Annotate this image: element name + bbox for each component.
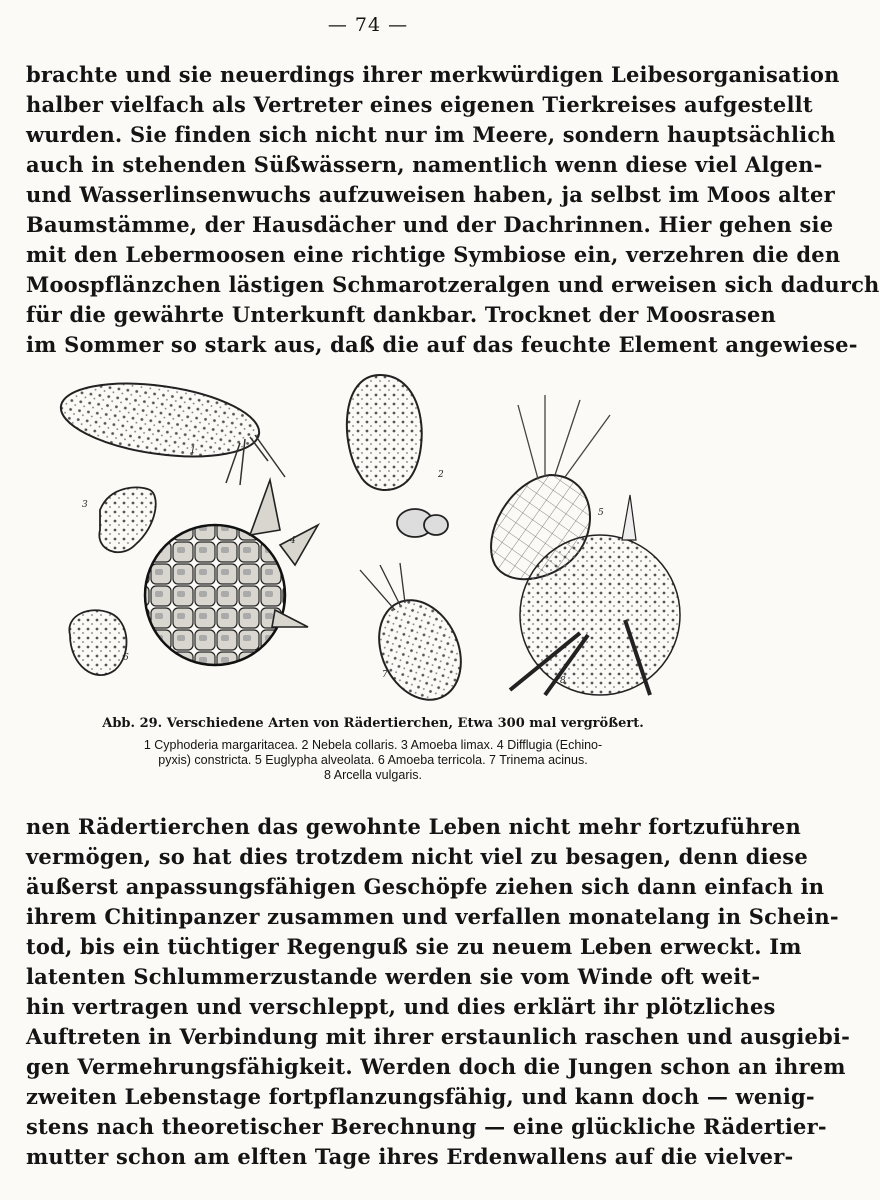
specimen-4	[145, 480, 318, 665]
text-line: nen Rädertierchen das gewohnte Leben nicht mehr fortzuführen	[26, 814, 801, 839]
figure-label: 4	[290, 536, 296, 546]
figure-label: 6	[123, 653, 129, 663]
figure-label: 2	[438, 470, 444, 480]
figure-label: 3	[82, 500, 88, 510]
paragraph-top	[26, 60, 880, 360]
figure-label: 7	[382, 670, 388, 680]
legend-line: pyxis) constricta. 5 Euglypha alveolata. 6 Amoeba terricola. 7 Trinema acinus.	[158, 753, 588, 767]
figure-legend	[30, 738, 716, 783]
specimen-2	[347, 375, 448, 537]
text-line: vermögen, so hat dies trotzdem nicht viel zu besagen, denn diese	[26, 844, 808, 869]
figure-label: 1	[190, 446, 196, 456]
text-line: zweiten Lebenstage fortpflanzungsfähig, und kann doch — wenig-	[26, 1084, 815, 1109]
text-line: äußerst anpassungsfähigen Geschöpfe ziehen sich dann einfach in	[26, 874, 825, 899]
text-line: mit den Lebermoosen eine richtige Symbiose ein, verzehren die den	[26, 242, 841, 267]
text-line: im Sommer so stark aus, daß die auf das feuchte Element angewiese-	[26, 332, 858, 357]
illustration-figure	[40, 365, 700, 710]
legend-line: 1 Cyphoderia margaritacea. 2 Nebela collaris. 3 Amoeba limax. 4 Difflugia (Echino-	[143, 738, 603, 752]
paragraph-bottom	[26, 812, 851, 1172]
text-line: stens nach theoretischer Berechnung — eine glückliche Rädertier-	[26, 1114, 827, 1139]
legend-line: 8 Arcella vulgaris.	[324, 768, 422, 782]
figure-caption: Abb. 29. Verschiedene Arten von Rädertierchen, Etwa 300 mal vergrößert.	[102, 716, 644, 731]
text-line: gen Vermehrungsfähigkeit. Werden doch die Jungen schon an ihrem	[26, 1054, 846, 1079]
text-line: latenten Schlummerzustande werden sie vom Winde oft weit-	[26, 964, 761, 989]
text-line: auch in stehenden Süßwässern, namentlich wenn diese viel Algen-	[26, 152, 823, 177]
text-line: für die gewährte Unterkunft dankbar. Trocknet der Moosrasen	[26, 302, 777, 327]
text-line: hin vertragen und verschleppt, und dies erklärt ihr plötzliches	[26, 994, 776, 1019]
text-line: Baumstämme, der Hausdächer und der Dachrinnen. Hier gehen sie	[26, 212, 834, 237]
page-number: — 74 —	[327, 14, 409, 36]
text-line: tod, bis ein tüchtiger Regenguß sie zu neuem Leben erweckt. Im	[26, 934, 802, 959]
specimen-1	[56, 372, 285, 485]
specimen-3	[82, 487, 156, 552]
text-line: brachte und sie neuerdings ihrer merkwürdigen Leibesorganisation	[26, 62, 840, 87]
text-line: Moospflänzchen lästigen Schmarotzeralgen und erweisen sich dadurch	[26, 272, 880, 297]
specimen-7	[360, 563, 476, 713]
text-line: Auftreten in Verbindung mit ihrer erstaunlich raschen und ausgiebi-	[26, 1024, 851, 1049]
rotifer-illustration	[40, 365, 700, 710]
text-line: wurden. Sie finden sich nicht nur im Meere, sondern hauptsächlich	[26, 122, 836, 147]
specimen-6	[69, 610, 129, 675]
text-line: und Wasserlinsenwuchs aufzuweisen haben, ja selbst im Moos alter	[26, 182, 835, 207]
figure-label: 5	[598, 508, 604, 518]
figure-label: 8	[560, 676, 566, 686]
text-line: mutter schon am elften Tage ihres Erdenwallens auf die vielver-	[26, 1144, 794, 1169]
text-line: ihrem Chitinpanzer zusammen und verfallen monatelang in Schein-	[26, 904, 839, 929]
text-line: halber vielfach als Vertreter eines eigenen Tierkreises aufgestellt	[26, 92, 813, 117]
